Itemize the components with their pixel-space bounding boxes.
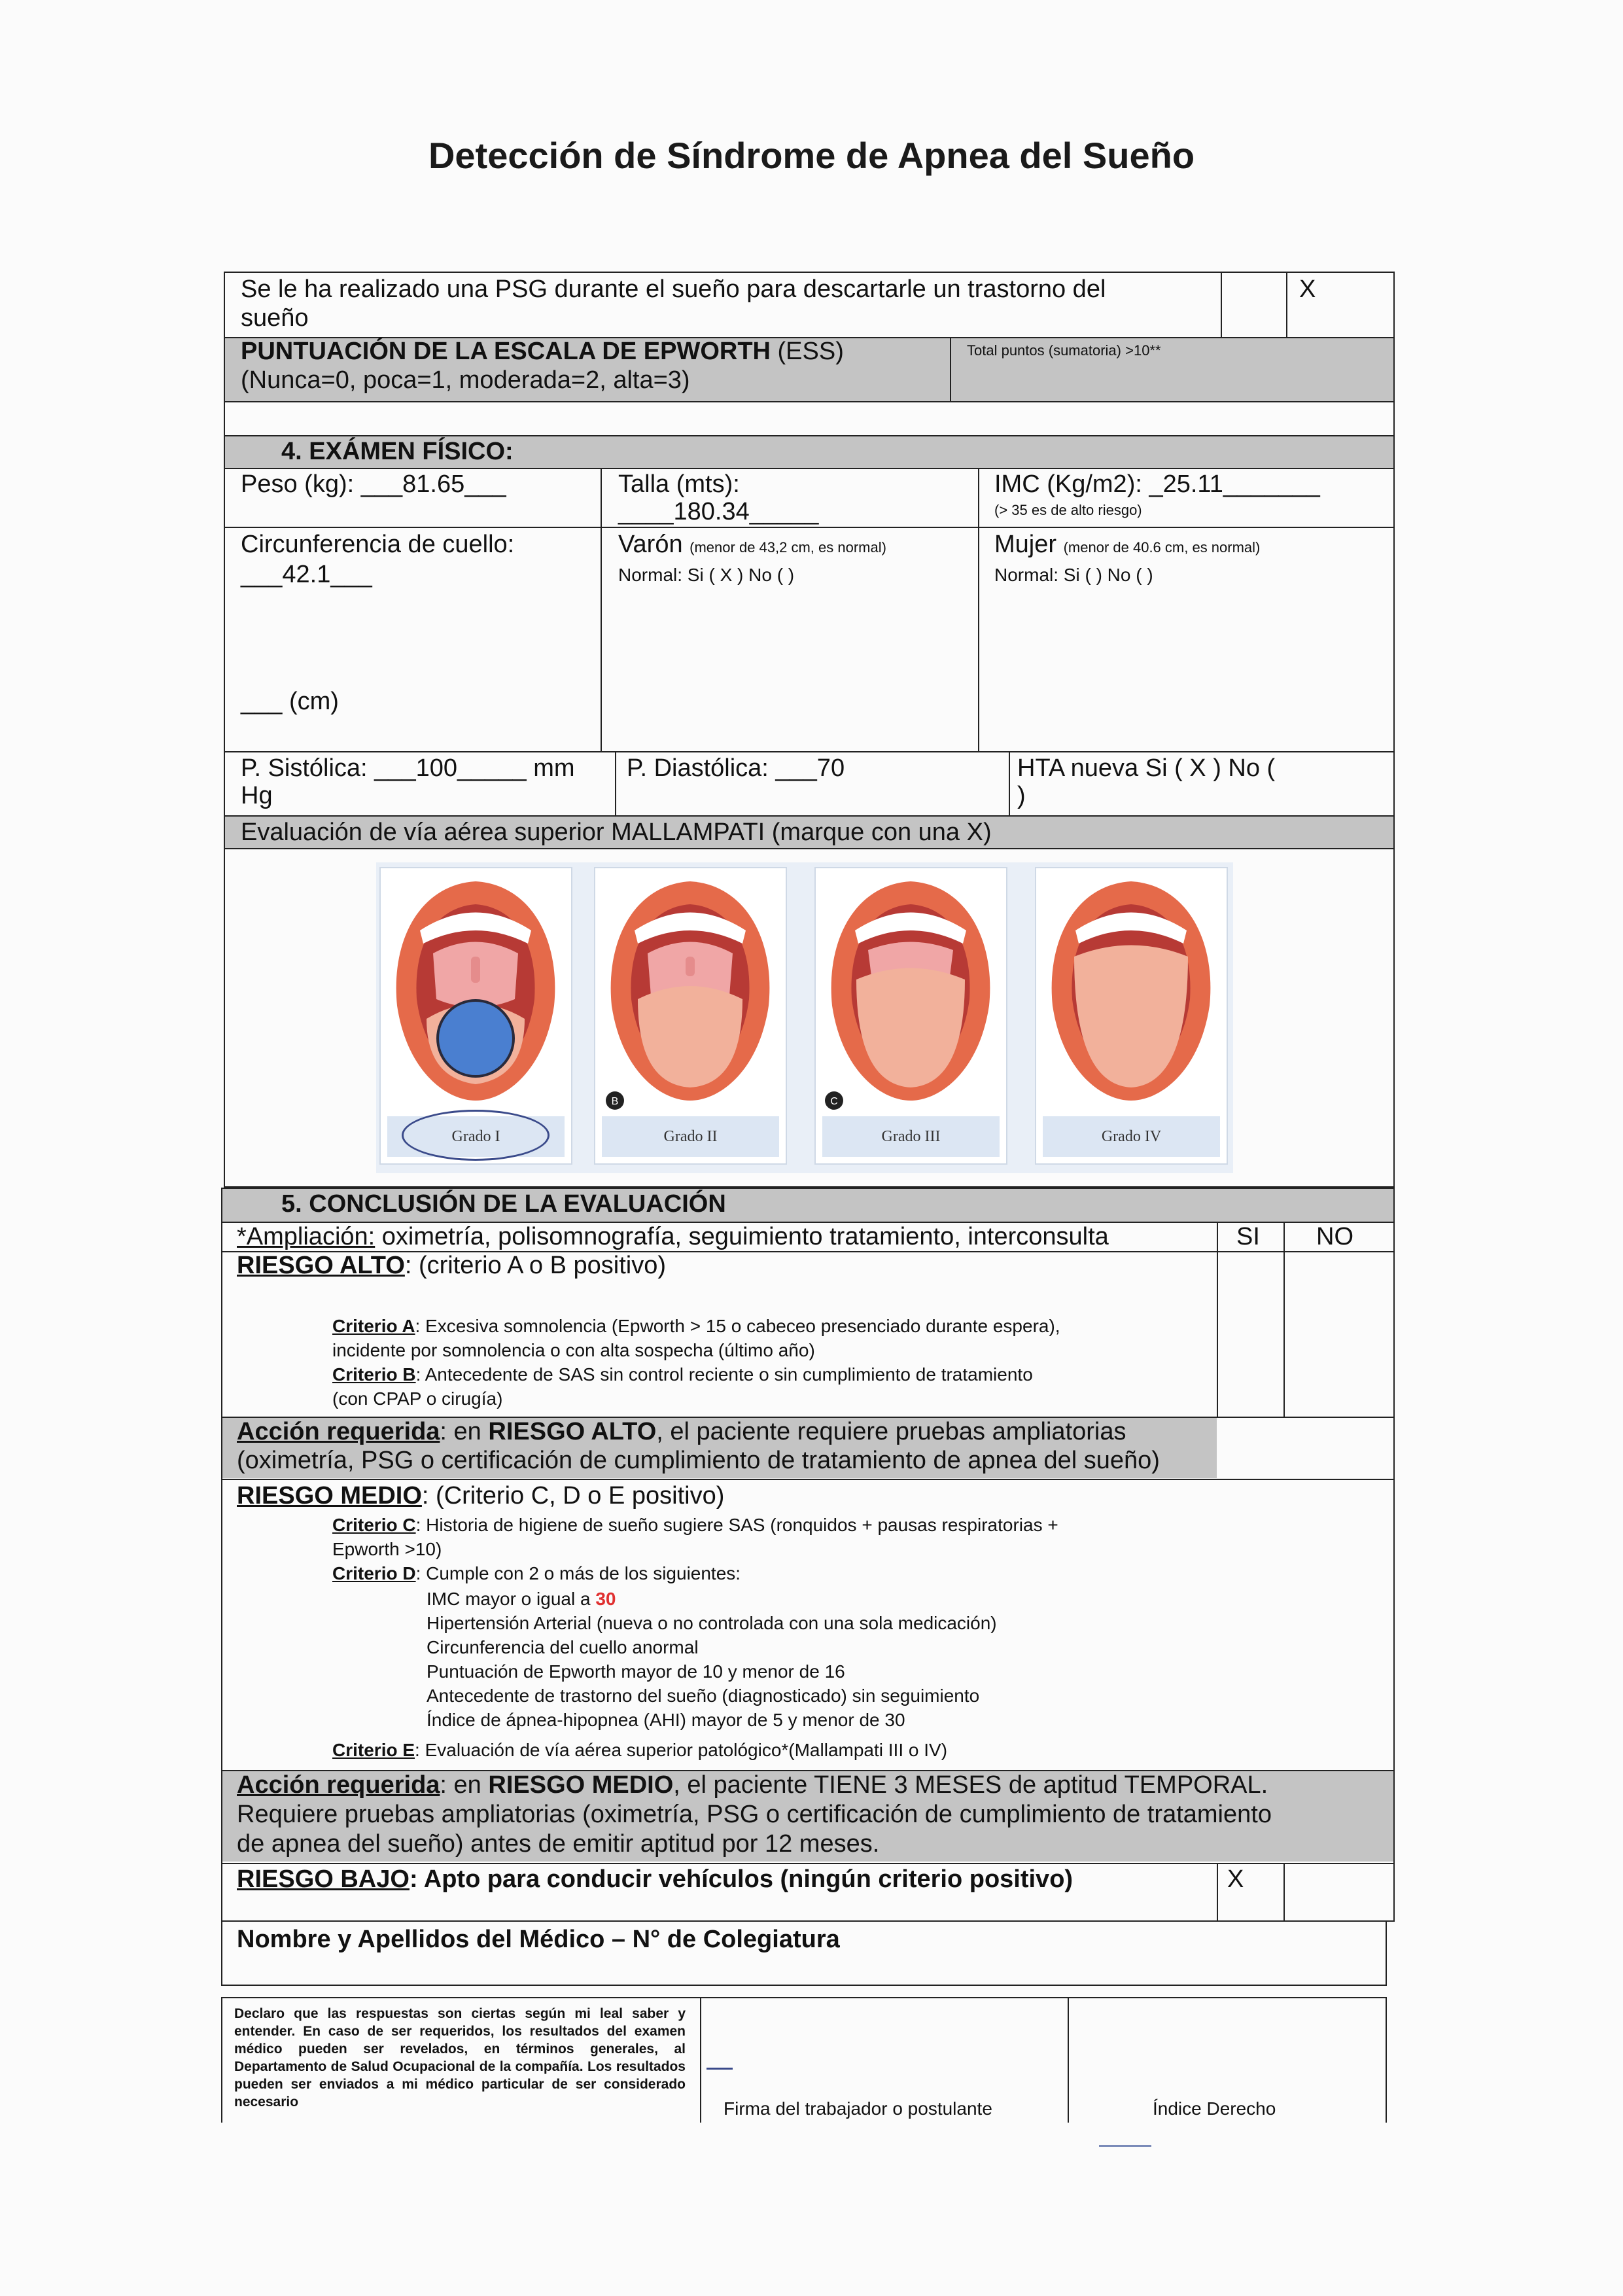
mallampati-grade-1[interactable] [379,867,572,1165]
declaration-text: Declaro que las respuestas son ciertas según mi leal saber y entender. En caso de ser requeridos, los resultados del examen médico pueden ser revelados, en términos generales, al Departamento de Salud Ocupacional de la compañía. Los resultados pueden ser enviados a mi médico particular de ser considerado necesario [234,2006,686,2110]
varon-label: Varón (menor de 43,2 cm, es normal) [618,531,886,558]
riesgo-bajo-si-checkbox[interactable]: X [1227,1865,1244,1893]
criterio-d: Criterio D: Cumple con 2 o más de los siguientes: [332,1563,741,1583]
peso-field[interactable]: Peso (kg): ___81.65___ [241,470,506,498]
criterio-d-imc: IMC mayor o igual a 30 [427,1589,616,1609]
signature-mark [707,2068,733,2070]
criterio-d-item: Puntuación de Epworth mayor de 10 y menor de 16 [427,1661,845,1682]
medico-label: Nombre y Apellidos del Médico – N° de Colegiatura [237,1926,840,1953]
criterio-d-list [427,1587,997,1732]
grade-1-selected-mark [402,1110,550,1161]
grade-1-label: Grado I [387,1116,565,1157]
grade-3-label: Grado III [822,1116,1000,1157]
psg-question: Se le ha realizado una PSG durante el sueño para descartarle un trastorno del sueño [241,275,1106,332]
mallampati-grade-2[interactable] [594,867,787,1165]
mujer-label: Mujer (menor de 40.6 cm, es normal) [994,531,1261,558]
grade-2-label: Grado II [602,1116,779,1157]
sistolica-field[interactable]: P. Sistólica: ___100_____ mm [241,754,575,782]
criterio-a: Criterio A: Excesiva somnolencia (Epworth > 15 o cabeceo presenciado durante espera), incidente por somnolencia o con alta sospecha (último año) [332,1316,1060,1360]
accion-alto-row: Acción requerida: en RIESGO ALTO, el paciente requiere pruebas ampliatorias (oximetría, PSG o certificación de cumplimiento de tratamiento de apnea del sueño) [237,1418,1160,1474]
cuello-unit: ___ (cm) [241,688,339,715]
mouth-grade-1-icon [381,868,571,1117]
stamp-mark [1099,2145,1151,2147]
cuello-label: Circunferencia de cuello: [241,531,515,558]
no-column-header: NO [1316,1223,1353,1250]
criterio-d-item: Antecedente de trastorno del sueño (diagnosticado) sin seguimiento [427,1686,980,1706]
mallampati-grade-4[interactable] [1035,867,1228,1165]
talla-field[interactable]: ____180.34_____ [618,498,819,525]
firma-label: Firma del trabajador o postulante [724,2098,992,2119]
mallampati-heading: Evaluación de vía aérea superior MALLAMPATI (marque con una X) [241,819,992,846]
mouth-grade-4-icon [1036,868,1227,1117]
criterio-d-item: Circunferencia del cuello anormal [427,1637,699,1657]
sistolica-unit: Hg [241,782,273,809]
diastolica-field[interactable]: P. Diastólica: ___70 [627,754,845,782]
criterio-e: Criterio E: Evaluación de vía aérea superior patológico*(Mallampati III o IV) [332,1740,948,1760]
criterio-b: Criterio B: Antecedente de SAS sin control reciente o sin cumplimiento de tratamiento (con CPAP o cirugía) [332,1364,1033,1409]
cuello-field[interactable]: ___42.1___ [241,561,372,588]
mark-c: C [830,1096,838,1107]
criterio-d-item: Hipertensión Arterial (nueva o no controlada con una sola medicación) [427,1613,997,1633]
talla-label: Talla (mts): [618,470,740,498]
imc-note: (> 35 es de alto riesgo) [994,502,1142,518]
epworth-total-label: Total puntos (sumatoria) >10** [967,342,1161,359]
psg-answer-checkbox[interactable]: X [1299,275,1316,303]
indice-derecho-label: Índice Derecho [1153,2098,1276,2119]
hta-close: ) [1017,782,1026,809]
riesgo-bajo-row: RIESGO BAJO: Apto para conducir vehículos (ningún criterio positivo) [237,1865,1073,1893]
mouth-grade-3-icon [816,868,1006,1117]
ampliacion-row: *Ampliación: oximetría, polisomnografía, seguimiento tratamiento, interconsulta [237,1223,1109,1250]
hta-choice[interactable]: HTA nueva Si ( X ) No ( [1017,754,1276,782]
mark-b: B [611,1096,619,1107]
imc-field[interactable]: IMC (Kg/m2): _25.11_______ [994,470,1320,498]
accion-medio-row: Acción requerida: en RIESGO MEDIO, el paciente TIENE 3 MESES de aptitud TEMPORAL. Requiere pruebas ampliatorias (oximetría, PSG o certificación de cumplimiento de tratamiento de apnea del sueño) antes de emitir aptitud por 12 meses. [237,1771,1272,1858]
varon-normal-choice[interactable]: Normal: Si ( X ) No ( ) [618,565,795,585]
mallampati-grade-3[interactable] [814,867,1007,1165]
physical-exam-heading: 4. EXÁMEN FÍSICO: [281,438,514,465]
criterio-c: Criterio C: Historia de higiene de sueño sugiere SAS (ronquidos + pausas respiratorias + Epworth >10) [332,1515,1058,1559]
riesgo-medio-row: RIESGO MEDIO: (Criterio C, D o E positivo) [237,1482,725,1510]
si-column-header: SI [1236,1223,1260,1250]
criterio-d-item: Índice de ápnea-hipopnea (AHI) mayor de 5 y menor de 30 [427,1710,905,1730]
mujer-normal-choice[interactable]: Normal: Si ( ) No ( ) [994,565,1153,585]
mouth-grade-2-icon [595,868,786,1117]
conclusion-heading: 5. CONCLUSIÓN DE LA EVALUACIÓN [281,1190,726,1218]
page-title: Detección de Síndrome de Apnea del Sueño [428,135,1195,176]
epworth-heading: PUNTUACIÓN DE LA ESCALA DE EPWORTH (ESS) (Nunca=0, poca=1, moderada=2, alta=3) [241,338,844,394]
grade-4-label: Grado IV [1043,1116,1220,1157]
riesgo-alto-row: RIESGO ALTO: (criterio A o B positivo) [237,1252,667,1279]
